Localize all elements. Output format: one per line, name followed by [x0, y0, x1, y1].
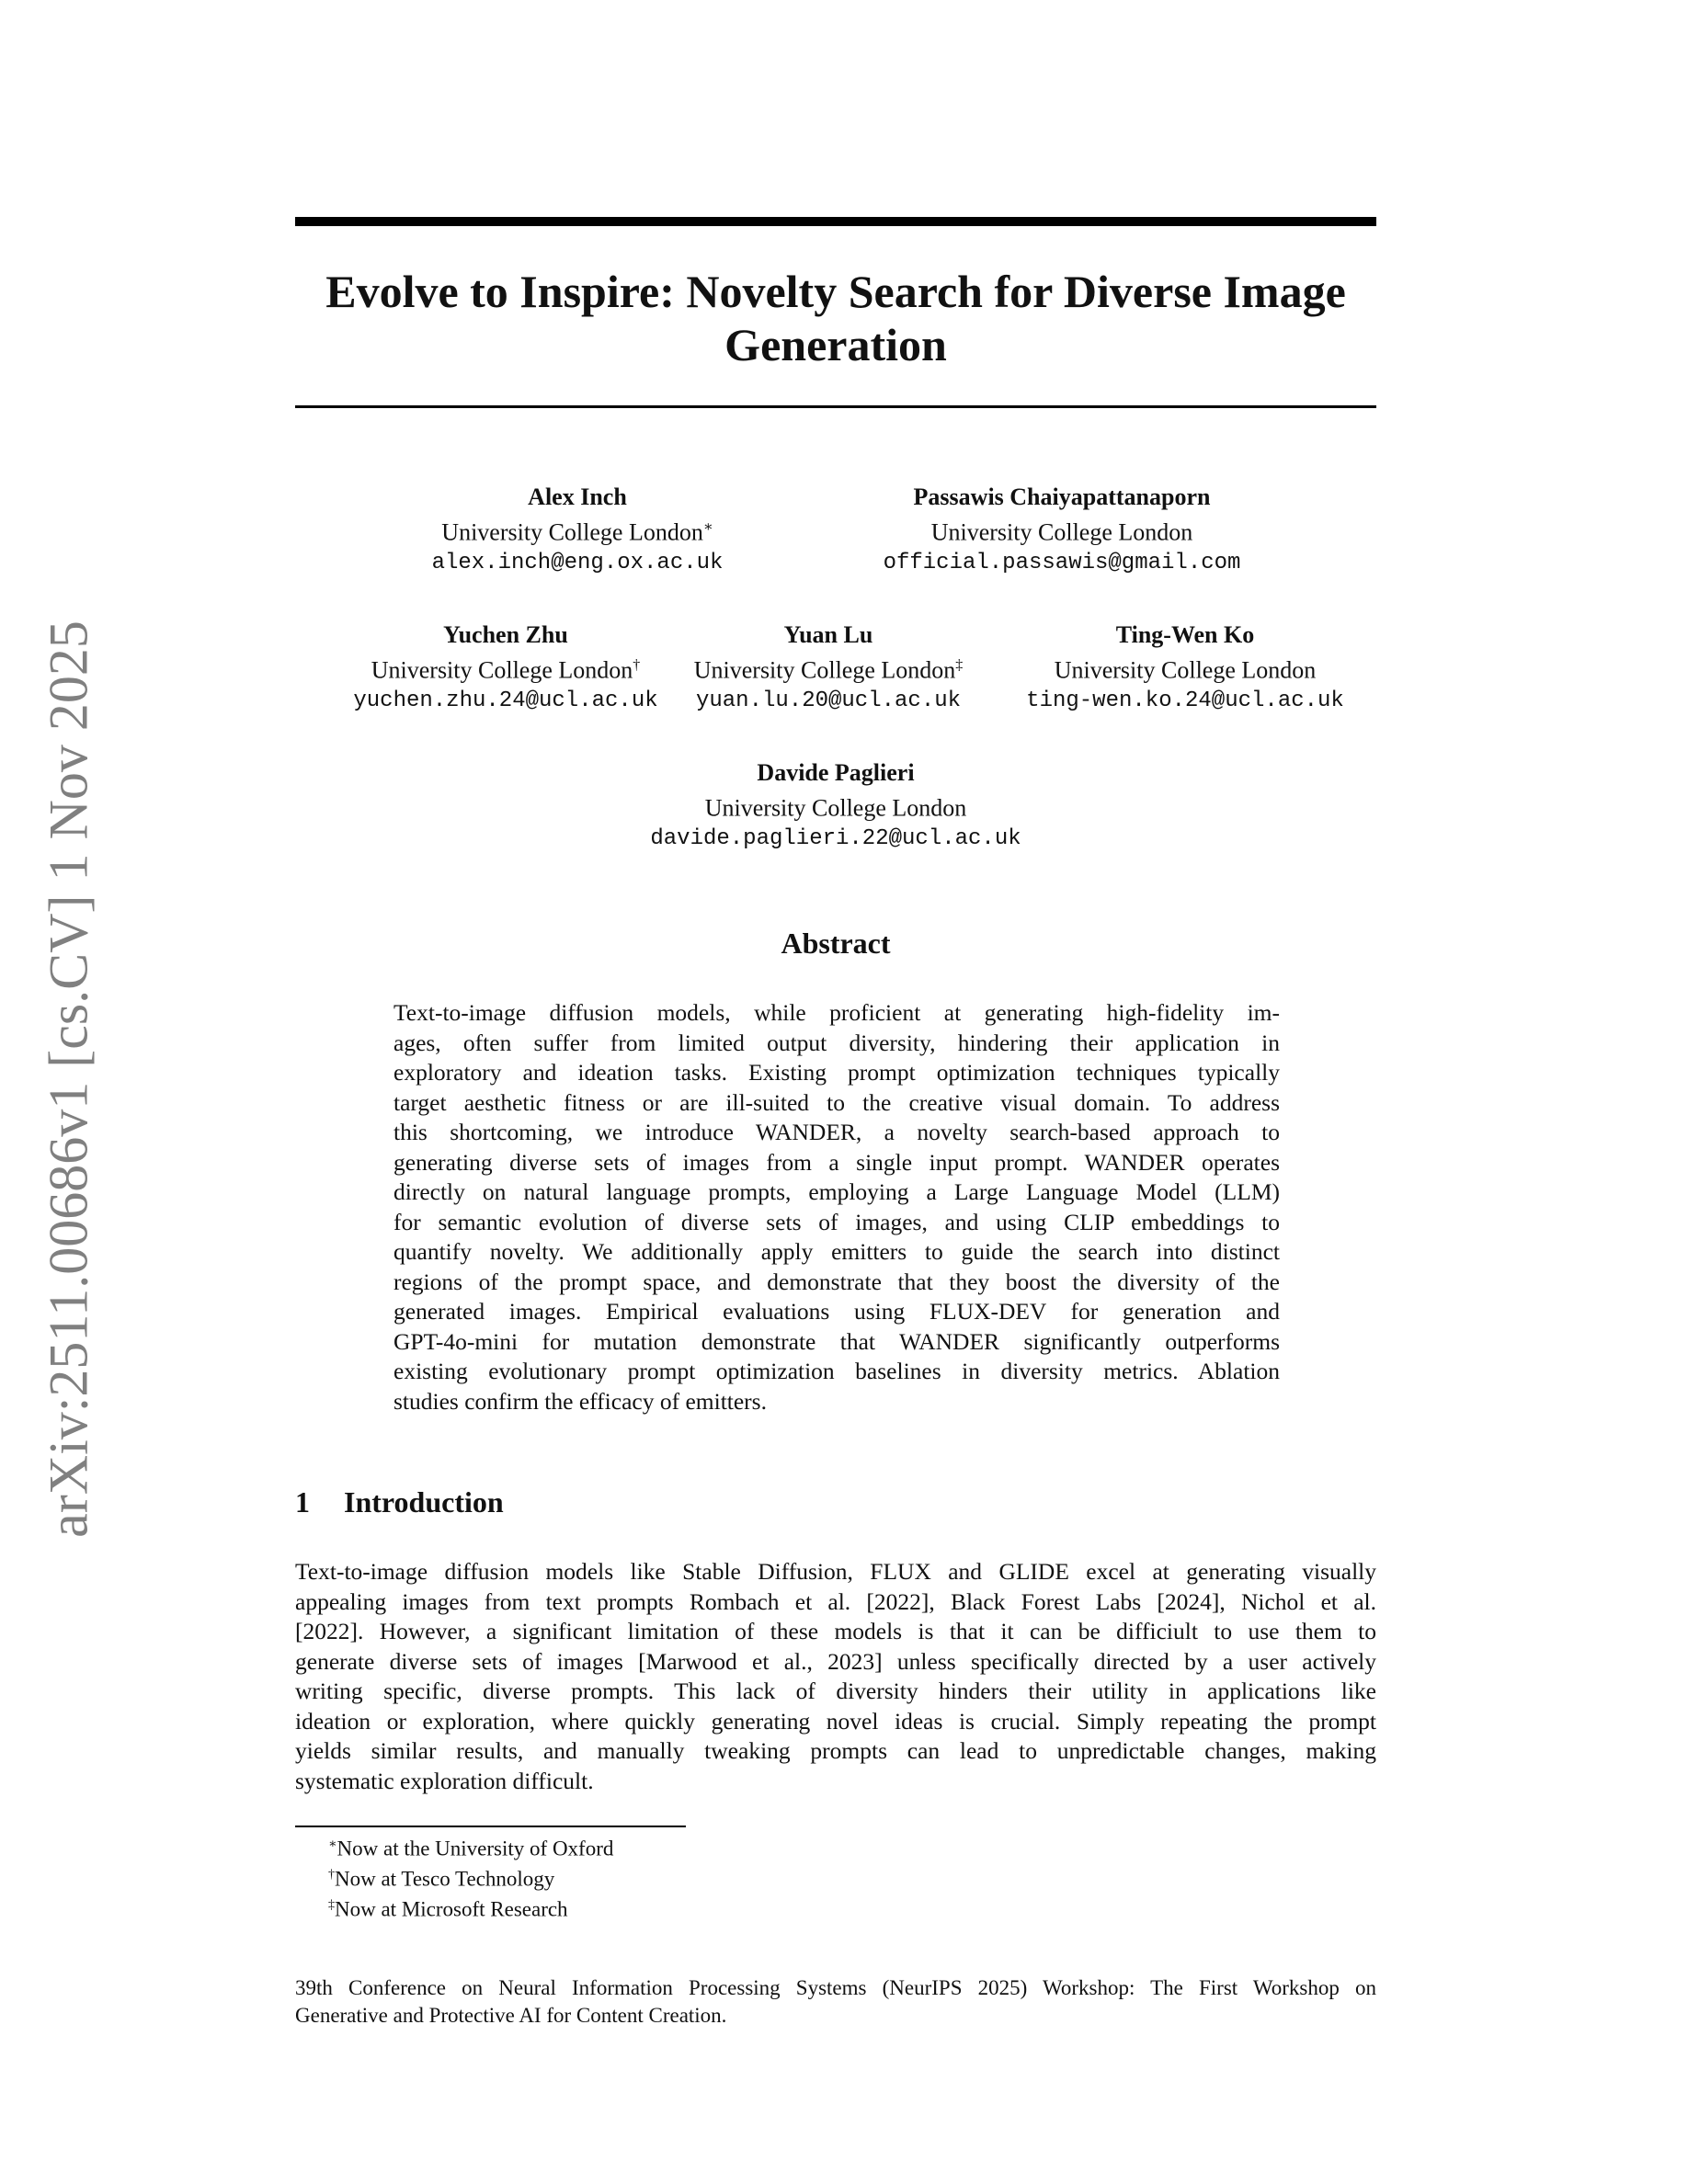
footnote-text: Now at Microsoft Research [335, 1897, 568, 1921]
footnote-text: Now at the University of Oxford [336, 1837, 614, 1860]
paragraph-line: generate diverse sets of images [Marwood et al., 2023] unless specifically directed by a user actively [295, 1647, 1376, 1675]
author-name: Ting-Wen Ko [1115, 621, 1255, 648]
paragraph-line: this shortcoming, we introduce WANDER, a novelty search-based approach to [393, 1119, 1280, 1145]
author-block [694, 620, 964, 716]
affiliation-text: University College London [441, 518, 703, 546]
paragraph-line: yields similar results, and manually tweaking prompts can lead to unpredictable changes, making [295, 1737, 1376, 1764]
author-block [432, 482, 724, 578]
affiliation-text: University College London [704, 794, 967, 822]
author-email[interactable]: alex.inch@eng.ox.ac.uk [431, 550, 724, 575]
paragraph-line: writing specific, diverse prompts. This lack of diversity hinders their utility in applications like [295, 1678, 1376, 1704]
paragraph-line: regions of the prompt space, and demonstrate that they boost the diversity of the [393, 1268, 1280, 1295]
footnote [328, 1829, 613, 1864]
affiliation-footnote-mark: ‡ [955, 657, 964, 673]
affiliation-footnote-mark: ∗ [702, 519, 713, 535]
author-email[interactable]: davide.paglieri.22@ucl.ac.uk [650, 825, 1021, 851]
paragraph-line: Text-to-image diffusion models, while proficient at generating high-fidelity im- [393, 999, 1280, 1026]
footnote-mark: ‡ [328, 1898, 335, 1912]
title-bottom-rule [295, 405, 1376, 408]
affiliation-text: University College London [693, 656, 956, 684]
section-number: 1 [295, 1485, 310, 1519]
paragraph-line: appealing images from text prompts Rombach et al. [2022], Black Forest Labs [2024], Nichol et al. [295, 1587, 1376, 1615]
author-name: Davide Paglieri [757, 759, 915, 786]
paragraph-line: directly on natural language prompts, employing a Large Language Model (LLM) [393, 1178, 1280, 1205]
conference-line: 39th Conference on Neural Information Processing Systems (NeurIPS 2025) Workshop: The First Workshop on [295, 1976, 1376, 1999]
footnote-text: Now at Tesco Technology [335, 1867, 555, 1891]
introduction-body [295, 1557, 1376, 1796]
arxiv-identifier: arXiv:2511.00686v1 [cs.CV] 1 Nov 2025 [38, 620, 99, 1538]
paragraph-line: quantify novelty. We additionally apply emitters to guide the search into distinct [393, 1238, 1280, 1265]
footnote-mark: ∗ [328, 1837, 337, 1851]
paragraph-line: existing evolutionary prompt optimization baselines in diversity metrics. Ablation [393, 1358, 1280, 1384]
abstract-heading: Abstract [781, 927, 891, 960]
paragraph-line: studies confirm the efficacy of emitters. [393, 1387, 767, 1415]
paragraph-line: for semantic evolution of diverse sets of images, and using CLIP embeddings to [393, 1208, 1280, 1235]
title-line: Generation [724, 319, 947, 370]
author-email[interactable]: official.passawis@gmail.com [883, 550, 1241, 575]
author-email[interactable]: yuchen.zhu.24@ucl.ac.uk [353, 688, 658, 713]
author-affiliation [884, 512, 1241, 548]
footnote [328, 1890, 568, 1925]
abstract-body [393, 998, 1280, 1416]
affiliation-footnote-mark: † [633, 657, 641, 673]
author-block [884, 482, 1241, 578]
paragraph-line: GPT-4o-mini for mutation demonstrate that WANDER significantly outperforms [393, 1327, 1280, 1355]
author-block [353, 620, 657, 716]
author-block [1026, 620, 1344, 716]
affiliation-text: University College London [371, 656, 633, 684]
author-name: Yuchen Zhu [443, 621, 568, 648]
author-affiliation [650, 788, 1021, 824]
paragraph-line: generating diverse sets of images from a single input prompt. WANDER operates [393, 1148, 1280, 1176]
paragraph-line: systematic exploration difficult. [295, 1767, 594, 1794]
footnote [328, 1860, 554, 1894]
author-email[interactable]: yuan.lu.20@ucl.ac.uk [695, 688, 962, 713]
author-affiliation [353, 650, 657, 686]
author-block [650, 757, 1021, 854]
author-name: Alex Inch [528, 483, 627, 510]
footnote-mark: † [328, 1868, 335, 1882]
conference-note [295, 1974, 1376, 2030]
paper-title [295, 265, 1376, 371]
author-affiliation [1026, 650, 1344, 686]
paragraph-line: ideation or exploration, where quickly generating novel ideas is crucial. Simply repeating the prompt [295, 1707, 1376, 1735]
affiliation-text: University College London [930, 518, 1193, 546]
affiliation-text: University College London [1054, 656, 1317, 684]
section-title: Introduction [344, 1485, 504, 1519]
author-name: Passawis Chaiyapattanaporn [913, 483, 1211, 510]
conference-line: Generative and Protective AI for Content Creation. [295, 2004, 727, 2027]
paragraph-line: Text-to-image diffusion models like Stable Diffusion, FLUX and GLIDE excel at generating visually [295, 1558, 1376, 1585]
author-name: Yuan Lu [783, 621, 873, 648]
author-affiliation [694, 650, 964, 686]
section-heading-introduction [295, 1485, 504, 1519]
title-line: Evolve to Inspire: Novelty Search for Diverse Image [325, 266, 1346, 317]
paragraph-line: [2022]. However, a significant limitation of these models is that it can be difficiult to use them to [295, 1618, 1376, 1644]
title-top-rule [295, 217, 1376, 226]
paragraph-line: generated images. Empirical evaluations using FLUX-DEV for generation and [393, 1298, 1280, 1325]
paragraph-line: ages, often suffer from limited output diversity, hindering their application in [393, 1029, 1280, 1056]
author-email[interactable]: ting-wen.ko.24@ucl.ac.uk [1026, 688, 1344, 713]
author-affiliation [432, 512, 724, 548]
paragraph-line: exploratory and ideation tasks. Existing prompt optimization techniques typically [393, 1059, 1280, 1086]
paragraph-line: target aesthetic fitness or are ill-suited to the creative visual domain. To address [393, 1088, 1280, 1116]
footnote-rule [295, 1826, 686, 1827]
